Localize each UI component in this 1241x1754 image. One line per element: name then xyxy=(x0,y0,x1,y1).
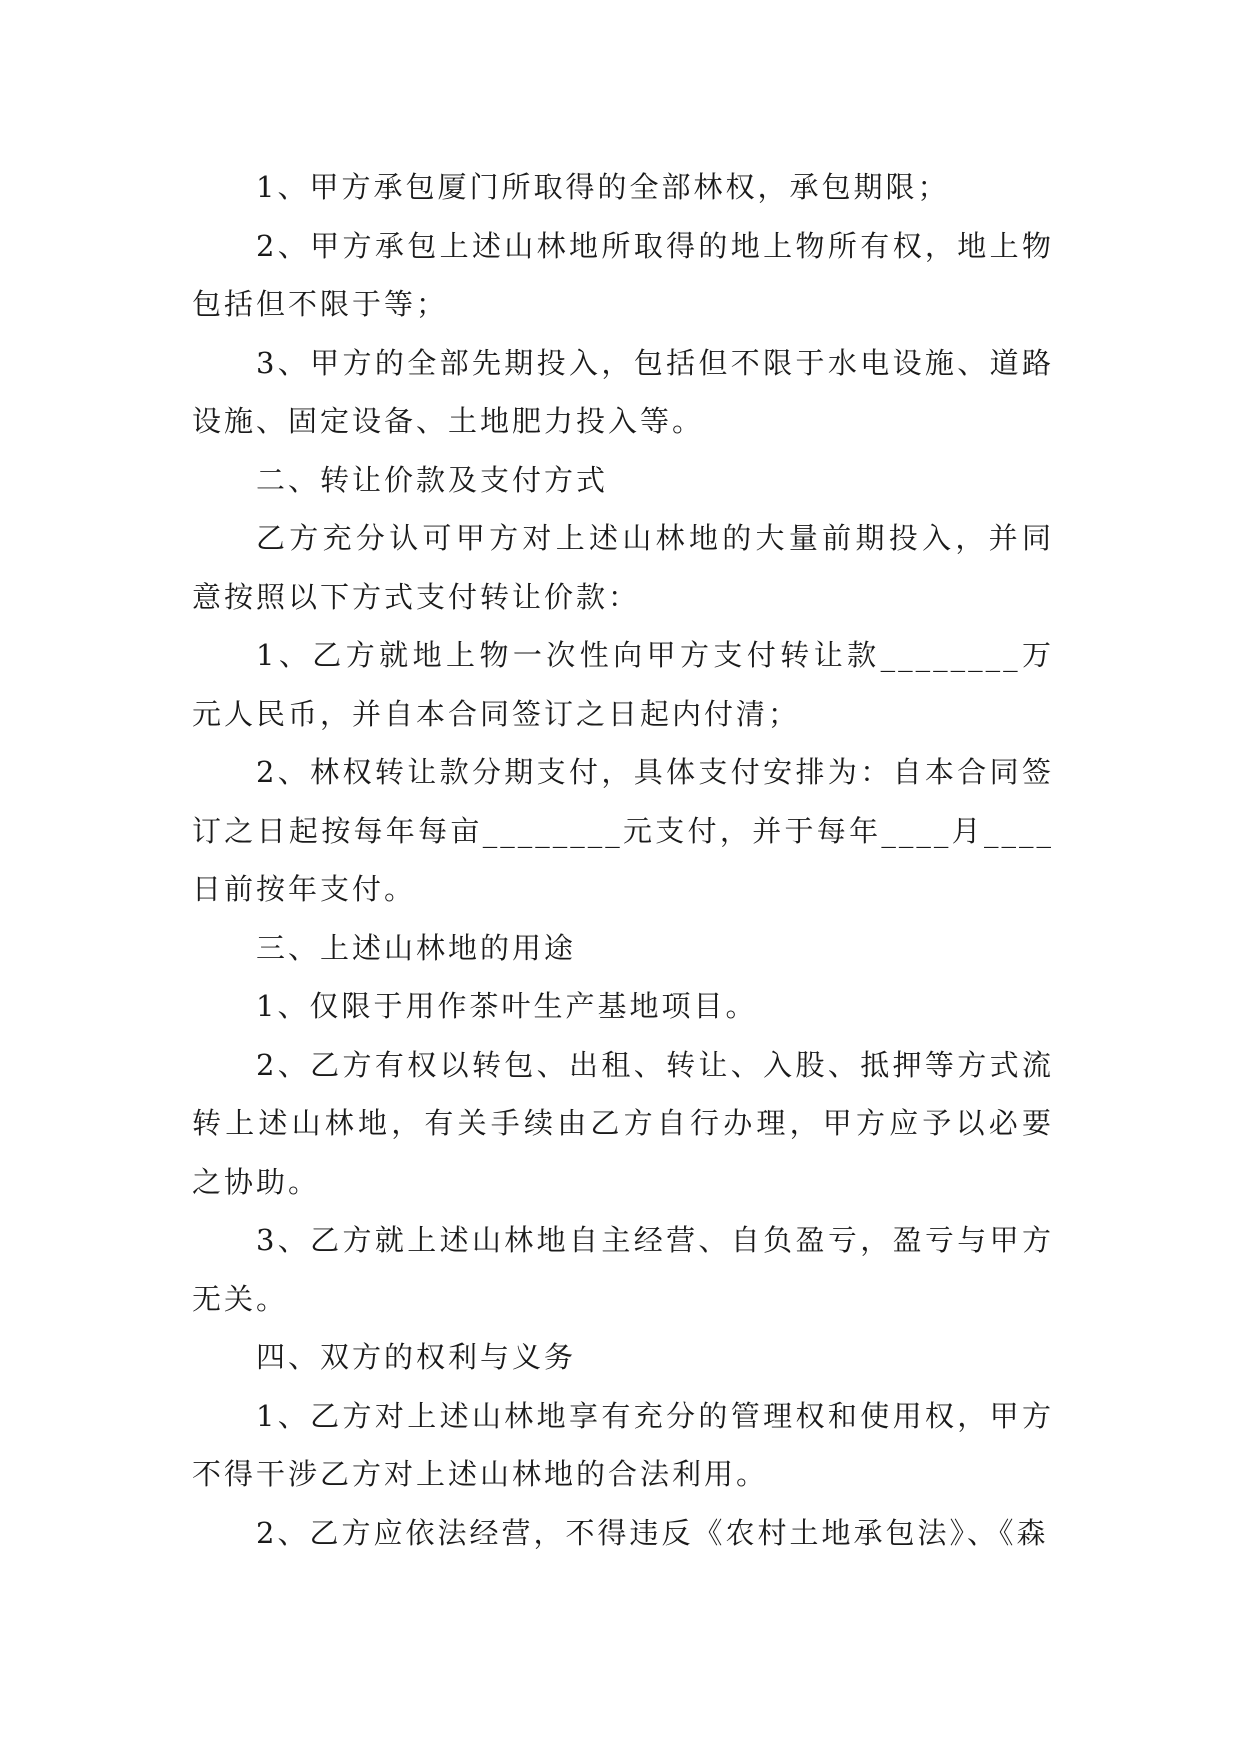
section-heading-2: 二、转让价款及支付方式 xyxy=(256,462,609,497)
paragraph-clause-2-2: 2、林权转让款分期支付，具体支付安排为：自本合同签订之日起按每年每亩________元支付，并于每年____月____日前按年支付。 xyxy=(192,755,1054,906)
paragraph-clause-4-2: 2、乙方应依法经营，不得违反《农村土地承包法》、《森 xyxy=(256,1515,1049,1550)
section-heading-4: 四、双方的权利与义务 xyxy=(256,1340,577,1374)
document-body xyxy=(192,158,1054,1562)
paragraph-clause-1-3: 3、甲方的全部先期投入，包括但不限于水电设施、道路设施、固定设备、土地肥力投入等。 xyxy=(192,345,1054,438)
paragraph-clause-3-1: 1、仅限于用作茶叶生产基地项目。 xyxy=(256,989,758,1023)
paragraph-clause-3-3: 3、乙方就上述山林地自主经营、自负盈亏，盈亏与甲方无关。 xyxy=(192,1223,1054,1316)
paragraph-section-2-intro: 乙方充分认可甲方对上述山林地的大量前期投入，并同意按照以下方式支付转让价款： xyxy=(192,521,1054,614)
paragraph-clause-3-2: 2、乙方有权以转包、出租、转让、入股、抵押等方式流转上述山林地，有关手续由乙方自行办理，甲方应予以必要之协助。 xyxy=(192,1047,1054,1199)
paragraph-clause-4-1: 1、乙方对上述山林地享有充分的管理权和使用权，甲方不得干涉乙方对上述山林地的合法利用。 xyxy=(192,1398,1054,1491)
paragraph-clause-1-2: 2、甲方承包上述山林地所取得的地上物所有权，地上物包括但不限于等； xyxy=(192,228,1054,321)
section-heading-3: 三、上述山林地的用途 xyxy=(256,930,577,965)
paragraph-clause-1-1: 1、甲方承包厦门所取得的全部林权，承包期限； xyxy=(256,170,950,204)
paragraph-clause-2-1: 1、乙方就地上物一次性向甲方支付转让款________万元人民币，并自本合同签订之日起内付清； xyxy=(192,638,1054,731)
